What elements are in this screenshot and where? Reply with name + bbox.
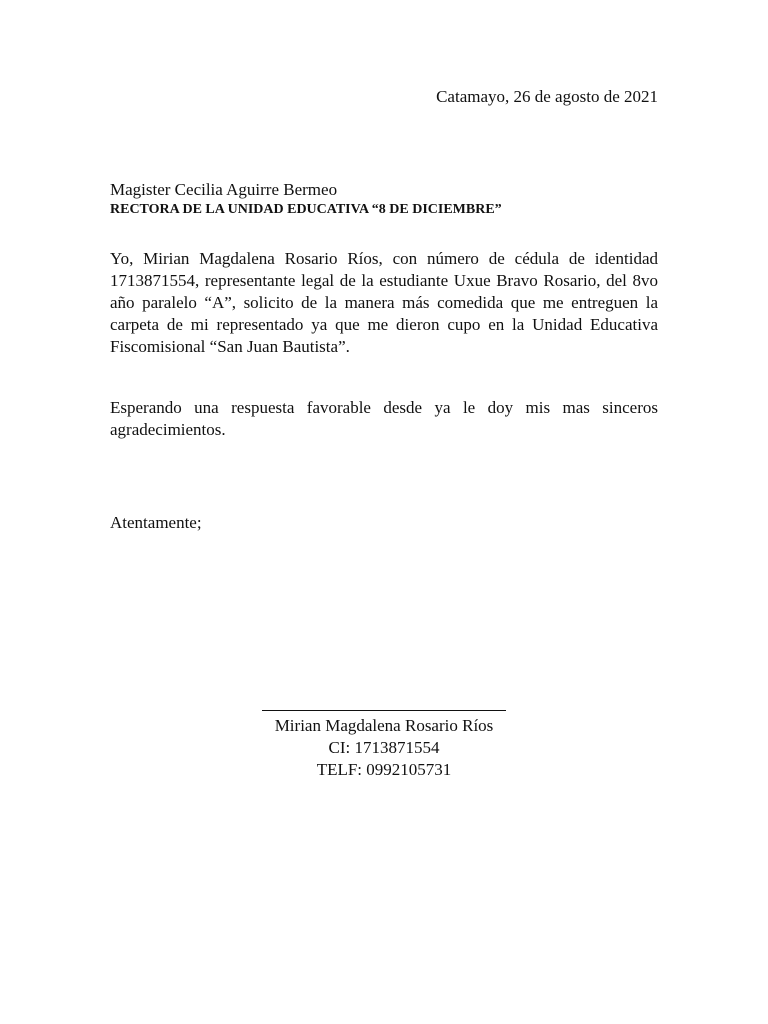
recipient-name: Magister Cecilia Aguirre Bermeo [110, 180, 338, 199]
recipient-block [110, 179, 660, 219]
body-paragraph-thanks: Esperando una respuesta favorable desde ya le doy mis mas sinceros agradecimientos. [110, 398, 658, 439]
signer-phone: TELF: 0992105731 [316, 760, 452, 779]
signer-name: Mirian Magdalena Rosario Ríos [274, 716, 494, 735]
body-paragraph-request: Yo, Mirian Magdalena Rosario Ríos, con número de cédula de identidad 1713871554, representante legal de la estudiante Uxue Bravo Rosario, del 8vo año paralelo “A”, solicito de la manera más comedida que me entreguen la carpeta de mi representado ya que me dieron cupo en la Unidad Educativa Fiscomisional “San Juan Bautista”. [110, 249, 658, 356]
signature-block [250, 690, 518, 781]
closing-salutation: Atentamente; [110, 513, 202, 532]
recipient-title: RECTORA DE LA UNIDAD EDUCATIVA “8 DE DICIEMBRE” [110, 202, 502, 217]
letter-date: Catamayo, 26 de agosto de 2021 [436, 87, 658, 106]
signer-id: CI: 1713871554 [328, 738, 440, 757]
signature-line [262, 710, 506, 711]
